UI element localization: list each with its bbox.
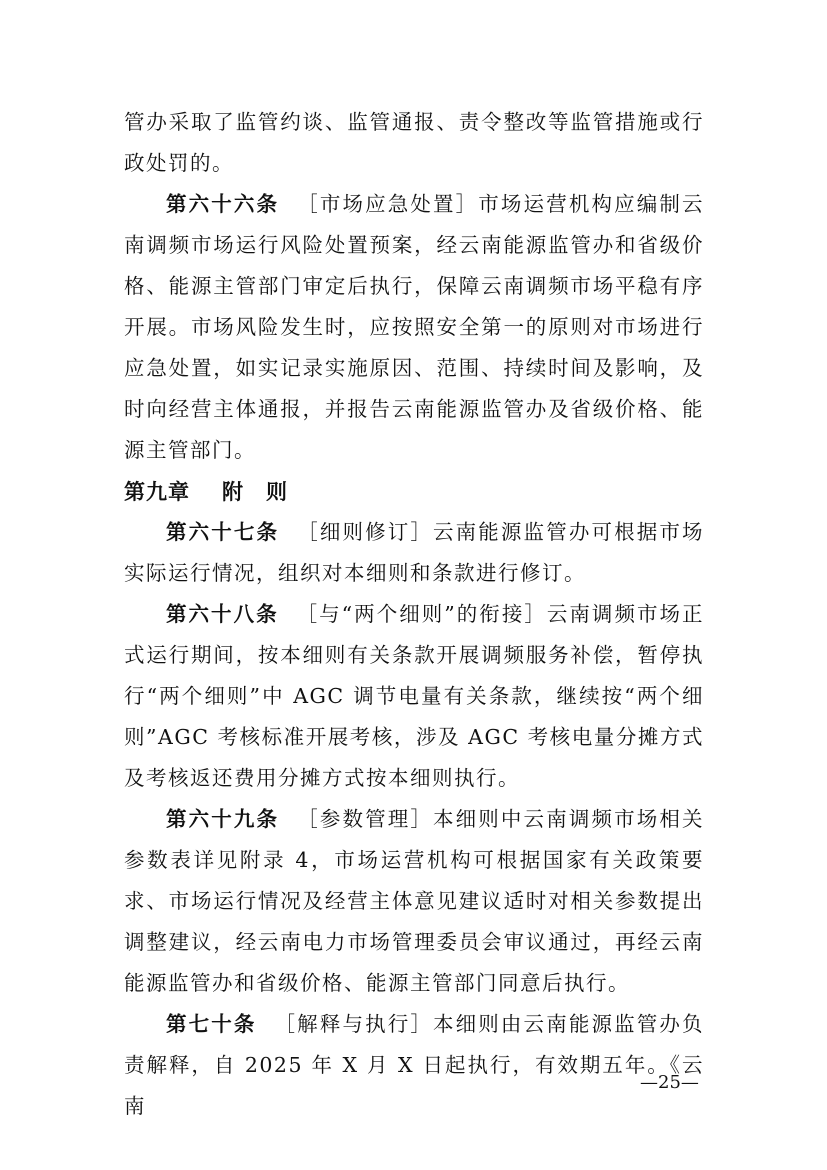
continuation-paragraph: 管办采取了监管约谈、监管通报、责令整改等监管措施或行政处罚的。 <box>124 110 704 175</box>
article-number: 第六十七条 <box>166 520 280 544</box>
article-number: 第七十条 <box>166 1012 257 1036</box>
article-title: ［市场应急处置］ <box>297 192 479 216</box>
article-paragraph <box>124 799 704 1004</box>
article-paragraph <box>124 512 704 594</box>
article-title: ［解释与执行］ <box>274 1012 434 1036</box>
page-number: —25— <box>640 1072 699 1093</box>
article-paragraph <box>124 594 704 799</box>
article-number: 第六十六条 <box>166 192 280 216</box>
article-title: ［细则修订］ <box>297 520 434 544</box>
article-text: 本细则中云南调频市场相关参数表详见附录 4，市场运营机构可根据国家有关政策要求、市场运行情况及经营主体意见建议适时对相关参数提出调整建议，经云南电力市场管理委员会审议通过，再经云南能源监管办和省级价格、能源主管部门同意后执行。 <box>124 807 705 995</box>
article-text: 本细则由云南能源监管办负责解释，自 2025 年 X 月 X 日起执行，有效期五年。《云南 <box>124 1012 705 1118</box>
article-text: 云南能源监管办可根据市场实际运行情况，组织对本细则和条款进行修订。 <box>124 520 705 585</box>
article-title: ［与“两个细则”的衔接］ <box>296 602 547 626</box>
chapter-heading <box>124 471 704 512</box>
article-text: 市场运营机构应编制云南调频市场运行风险处置预案，经云南能源监管办和省级价格、能源主管部门审定后执行，保障云南调频市场平稳有序开展。市场风险发生时，应按照安全第一的原则对市场进行应急处置，如实记录实施原因、范围、持续时间及影响，及时向经营主体通报，并报告云南能源监管办及省级价格、能源主管部门。 <box>124 192 705 462</box>
article-number: 第六十八条 <box>166 602 279 626</box>
article-paragraph <box>124 184 704 471</box>
article-text: 云南调频市场正式运行期间，按本细则有关条款开展调频服务补偿，暂停执行“两个细则”中 AGC 调节电量有关条款，继续按“两个细则”AGC 考核标准开展考核，涉及 AGC 考核电量分摊方式及考核返还费用分摊方式按本细则执行。 <box>124 602 705 790</box>
chapter-title: 附 则 <box>222 479 288 504</box>
articles-after-chapter <box>124 512 704 1127</box>
article-paragraph <box>124 1004 704 1127</box>
chapter-number: 第九章 <box>124 479 190 504</box>
article-title: ［参数管理］ <box>297 807 434 831</box>
articles-before-chapter <box>124 184 704 471</box>
article-number: 第六十九条 <box>166 807 280 831</box>
body-text <box>124 102 704 1127</box>
